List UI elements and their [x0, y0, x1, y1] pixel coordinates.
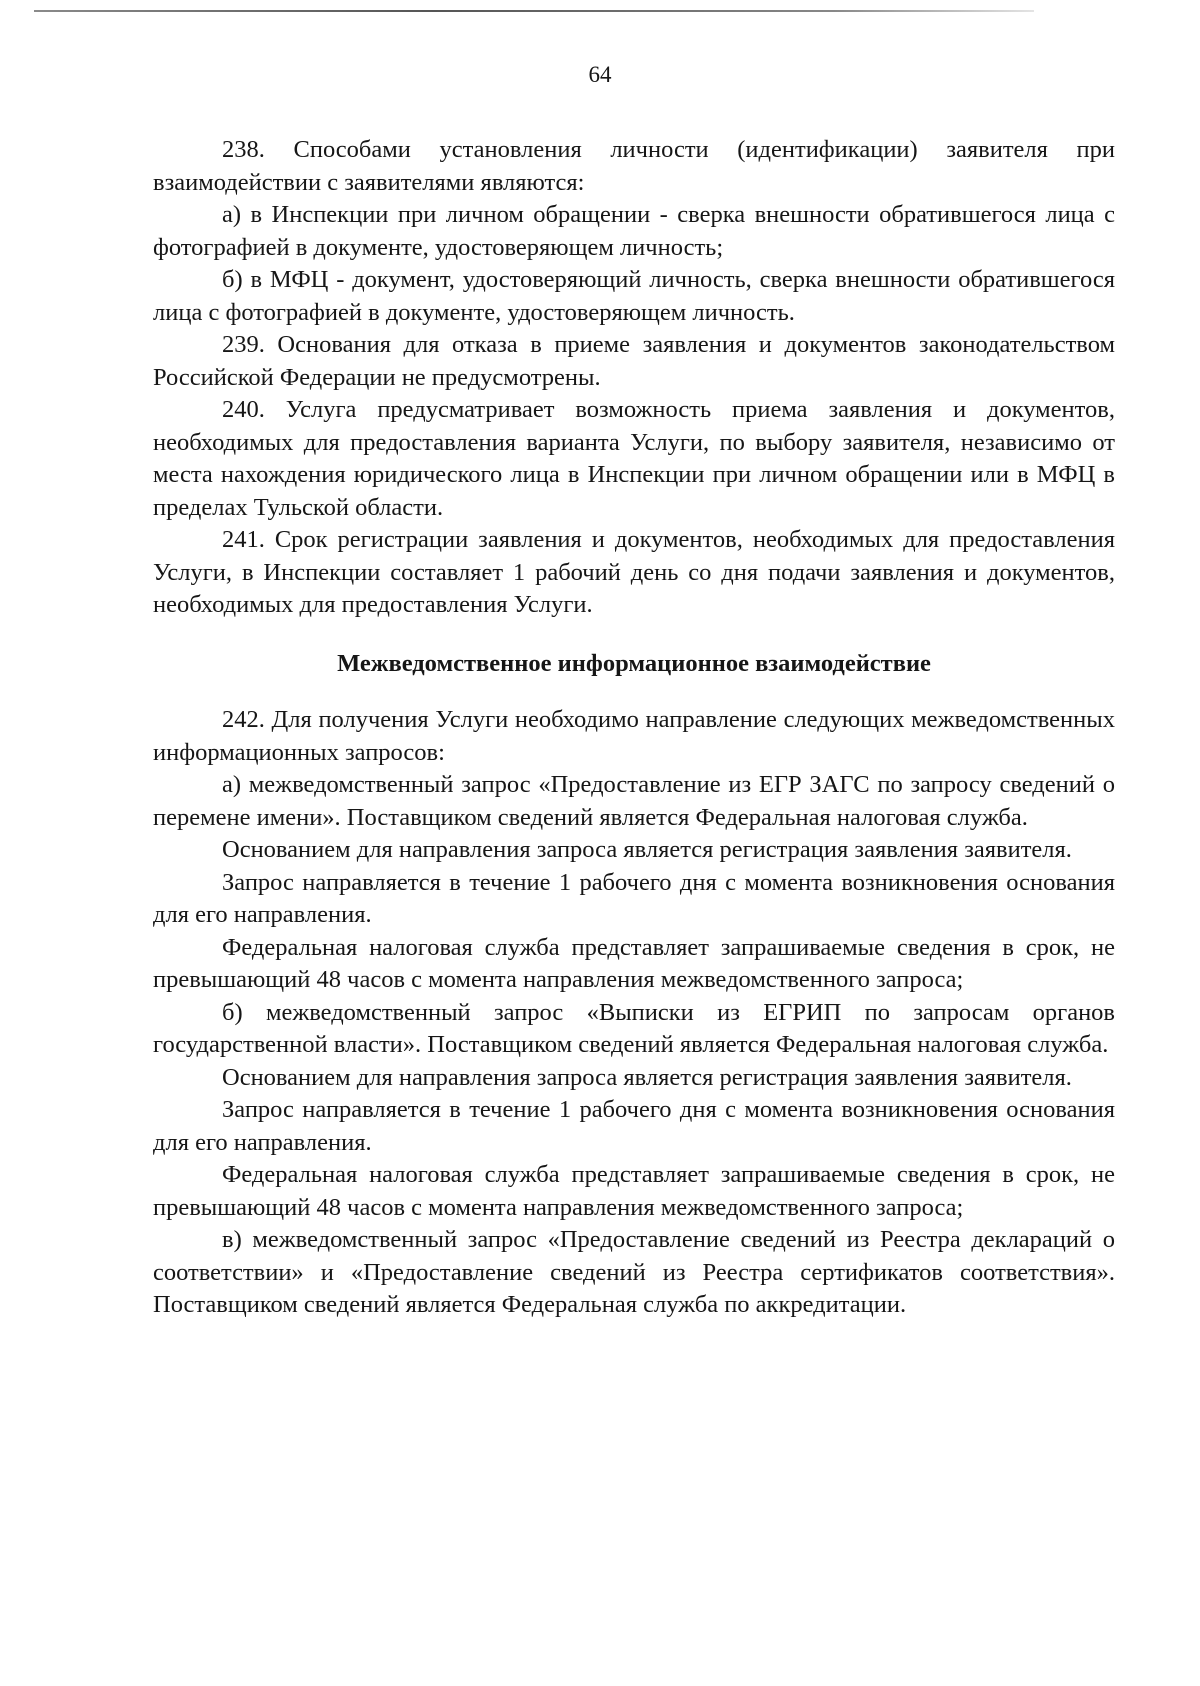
- paragraph-242-b: б) межведомственный запрос «Выписки из ЕГРИП по запросам органов государственной власти». Поставщиком сведений является Федеральная налоговая служба.: [153, 998, 1115, 1058]
- page-number: 64: [588, 62, 612, 87]
- paragraph-240: 240. Услуга предусматривает возможность приема заявления и документов, необходимых для предоставления варианта Услуги, по выбору заявителя, независимо от места нахождения юридического лица в Инспекции при личном обращении или в МФЦ в пределах Тульской области.: [153, 396, 1115, 521]
- scan-edge-line: [34, 10, 1034, 12]
- paragraph-239: 239. Основания для отказа в приеме заявления и документов законодательством Российской Федерации не предусмотрены.: [153, 331, 1115, 391]
- paragraph-242-a-basis: Основанием для направления запроса является регистрация заявления заявителя.: [222, 836, 1072, 863]
- paragraph-242-a-response: Федеральная налоговая служба представляет запрашиваемые сведения в срок, не превышающий 48 часов с момента направления межведомственного запроса;: [153, 933, 1115, 993]
- paragraph-242-b-basis: Основанием для направления запроса является регистрация заявления заявителя.: [222, 1063, 1072, 1091]
- paragraph-242-b-response: Федеральная налоговая служба представляет запрашиваемые сведения в срок, не превышающий 48 часов с момента направления межведомственного запроса;: [153, 1161, 1115, 1221]
- paragraph-242-c: в) межведомственный запрос «Предоставление сведений из Реестра деклараций о соответствии» и «Предоставление сведений из Реестра сертификатов соответствия». Поставщиком сведений является Федеральная служба по аккредитации.: [153, 1226, 1115, 1318]
- document-body: [153, 134, 1115, 1322]
- section-heading: Межведомственное информационное взаимодействие: [337, 649, 931, 677]
- paragraph-241: 241. Срок регистрации заявления и документов, необходимых для предоставления Услуги, в Инспекции составляет 1 рабочий день со дня подачи заявления и документов, необходимых для предоставления Услуги.: [153, 526, 1115, 618]
- paragraph-242-b-timing: Запрос направляется в течение 1 рабочего дня с момента возникновения основания для его направления.: [153, 1096, 1115, 1156]
- paragraph-242-a: а) межведомственный запрос «Предоставление из ЕГР ЗАГС по запросу сведений о перемене имени». Поставщиком сведений является Федеральная налоговая служба.: [153, 771, 1115, 831]
- paragraph-238: 238. Способами установления личности (идентификации) заявителя при взаимодействии с заявителями являются:: [153, 136, 1115, 196]
- paragraph-238-b: б) в МФЦ - документ, удостоверяющий личность, сверка внешности обратившегося лица с фотографией в документе, удостоверяющем личность.: [153, 266, 1115, 326]
- paragraph-238-a: а) в Инспекции при личном обращении - сверка внешности обратившегося лица с фотографией в документе, удостоверяющем личность;: [153, 201, 1115, 261]
- paragraph-242-a-timing: Запрос направляется в течение 1 рабочего дня с момента возникновения основания для его направления.: [153, 868, 1115, 928]
- paragraph-242: 242. Для получения Услуги необходимо направление следующих межведомственных информационных запросов:: [153, 706, 1115, 766]
